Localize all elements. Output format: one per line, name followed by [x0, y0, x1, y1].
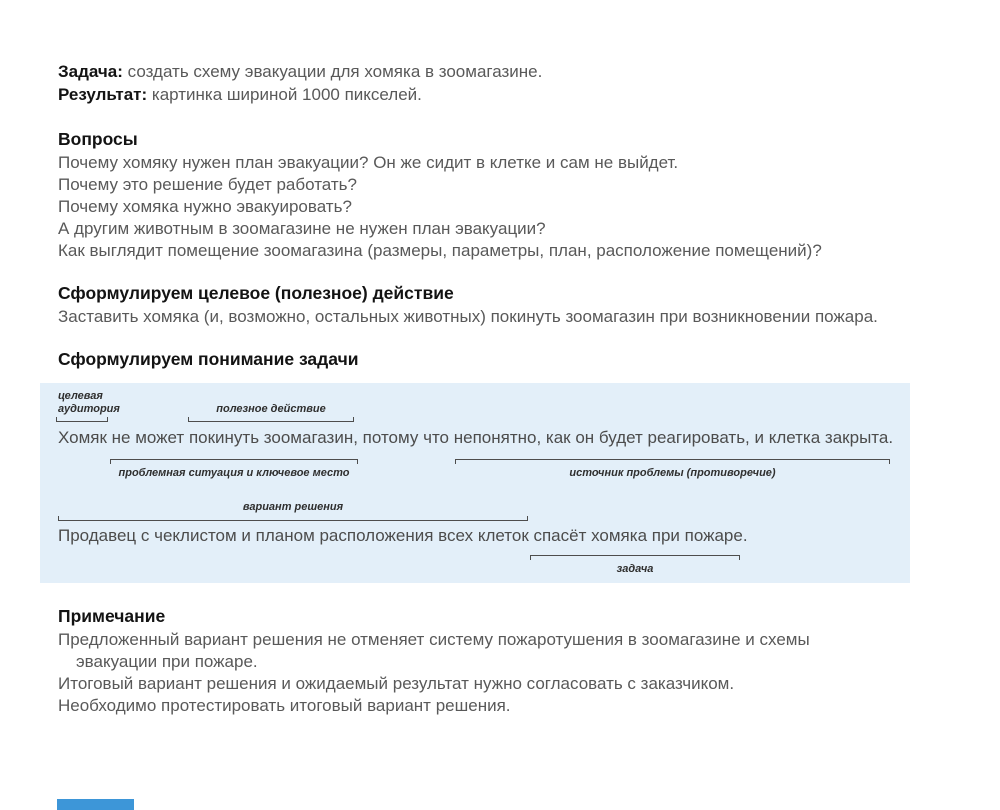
target-action-section — [58, 282, 878, 328]
annotation-label-problem-situation: проблемная ситуация и ключевое место — [118, 467, 350, 479]
questions-heading: Вопросы — [58, 129, 138, 149]
annotation-label-audience: целевая аудитория — [58, 390, 120, 415]
task-label: Задача: — [58, 62, 123, 81]
result-line — [58, 83, 542, 106]
question-item: А другим животным в зоомагазине не нужен план эвакуации? — [58, 219, 546, 238]
bracket-problem-situation — [110, 459, 358, 464]
note-line: Необходимо протестировать итоговый вариант решения. — [58, 696, 511, 715]
understanding-heading: Сформулируем понимание задачи — [58, 349, 359, 369]
bracket-useful-action — [188, 417, 354, 422]
task-line — [58, 60, 542, 83]
understanding-panel — [40, 383, 910, 583]
questions-section — [58, 128, 822, 262]
note-line: Предложенный вариант решения не отменяет систему пожаротушения в зоомагазине и схемы — [58, 630, 810, 649]
result-text: картинка шириной 1000 пикселей. — [151, 85, 422, 104]
target-action-heading: Сформулируем целевое (полезное) действие — [58, 283, 454, 303]
annotation-label-useful-action: полезное действие — [216, 403, 326, 415]
question-item: Почему это решение будет работать? — [58, 175, 357, 194]
intro-section — [58, 60, 542, 106]
note-line: эвакуации при пожаре. — [76, 652, 258, 671]
problem-sentence: Хомяк не может покинуть зоомагазин, потому что непонятно, как он будет реагировать, и клетка закрыта. — [58, 428, 894, 447]
result-label: Результат: — [58, 85, 148, 104]
question-item: Почему хомяку нужен план эвакуации? Он же сидит в клетке и сам не выйдет. — [58, 153, 679, 172]
understanding-section — [58, 348, 358, 372]
annotation-label-task: задача — [616, 563, 654, 575]
bracket-task — [530, 555, 740, 560]
annotation-label-problem-source: источник проблемы (противоречие) — [569, 467, 776, 479]
note-heading: Примечание — [58, 606, 166, 626]
task-text: создать схему эвакуации для хомяка в зоомагазине. — [127, 62, 543, 81]
bracket-problem-source — [455, 459, 890, 464]
bracket-solution-variant — [58, 516, 528, 521]
partial-blue-element — [57, 799, 134, 810]
note-section — [58, 605, 810, 717]
question-item: Почему хомяка нужно эвакуировать? — [58, 197, 352, 216]
solution-sentence: Продавец с чеклистом и планом расположения всех клеток спасёт хомяка при пожаре. — [58, 526, 748, 545]
note-line: Итоговый вариант решения и ожидаемый результат нужно согласовать с заказчиком. — [58, 674, 735, 693]
question-item: Как выглядит помещение зоомагазина (размеры, параметры, план, расположение помещений)? — [58, 241, 822, 260]
target-action-text: Заставить хомяка (и, возможно, остальных животных) покинуть зоомагазин при возникновении пожара. — [58, 307, 878, 326]
annotation-label-solution-variant: вариант решения — [242, 501, 344, 513]
bracket-audience — [56, 417, 108, 422]
